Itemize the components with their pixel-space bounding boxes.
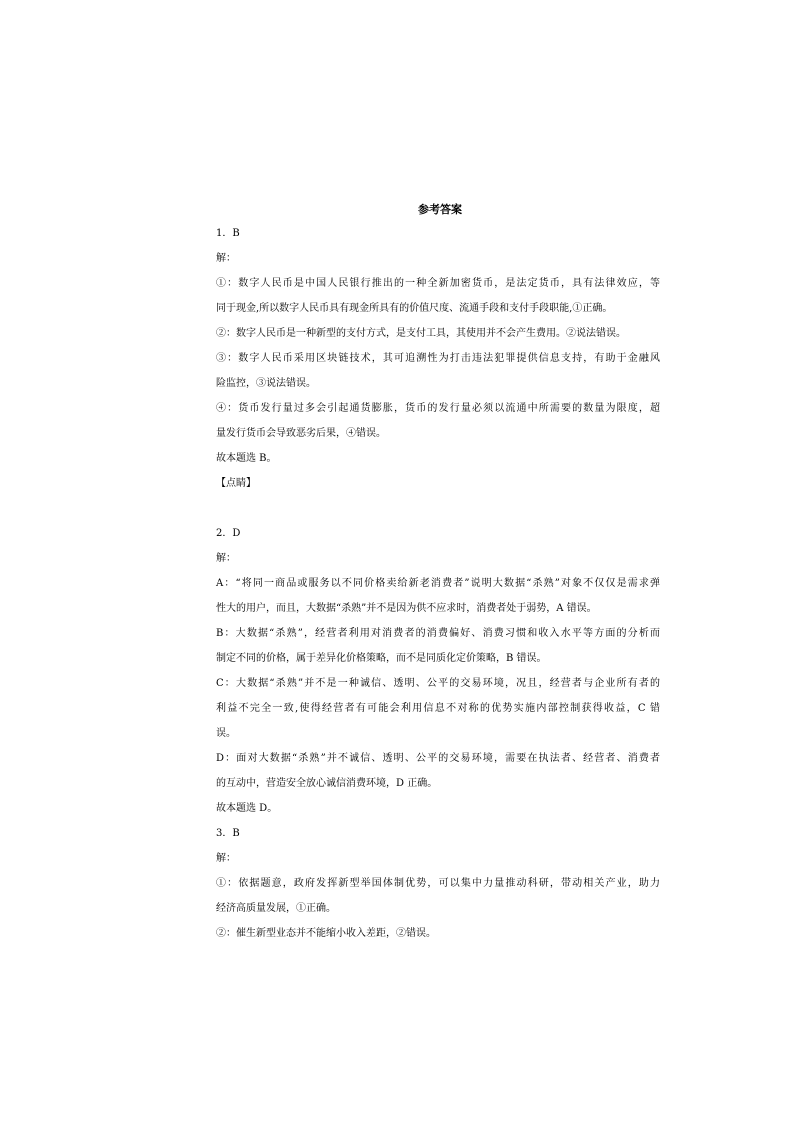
page-title: 参考答案 — [418, 203, 462, 216]
q1-item2-line1: ②：数字人民币是一种新型的支付方式，是支付工具，其使用并不会产生费用。②说法错误。 — [216, 328, 626, 339]
q1-item4-line1: ④：货币发行量过多会引起通货膨胀，货币的发行量必须以流通中所需要的数量为限度，超 — [216, 403, 660, 414]
q3-solution-label: 解： — [216, 853, 236, 864]
q1-item3-line2: 险监控，③说法错误。 — [216, 378, 316, 389]
q1-dianjing-heading: 【点睛】 — [216, 478, 256, 489]
q2-option-d-line1: D：面对大数据“杀熟”并不诚信、透明、公平的交易环境，需要在执法者、经营者、消费者 — [216, 753, 660, 764]
q2-option-c-line2: 利益不完全一致,使得经营者有可能会利用信息不对称的优势实施内部控制获得收益，C 错 — [216, 703, 660, 714]
q2-option-d-line2: 的互动中，营造安全放心诚信消费环境，D 正确。 — [216, 778, 438, 789]
q1-conclusion: 故本题选 B。 — [216, 453, 277, 464]
q2-option-b-line1: B：大数据“杀熟”，经营者利用对消费者的消费偏好、消费习惯和收入水平等方面的分析而 — [216, 628, 660, 639]
q1-solution-label: 解： — [216, 253, 236, 264]
q2-option-a-line2: 性大的用户，而且，大数据“杀熟”并不是因为供不应求时，消费者处于弱势，A 错误。 — [216, 603, 597, 614]
q2-solution-label: 解： — [216, 553, 236, 564]
q3-answer: 3．B — [216, 828, 240, 839]
q3-item1-line2: 经济高质量发展，①正确。 — [216, 903, 336, 914]
q3-item1-line1: ①：依据题意，政府发挥新型举国体制优势，可以集中力量推动科研，带动相关产业，助力 — [216, 878, 660, 889]
spacer — [216, 496, 660, 521]
q1-answer: 1．B — [216, 228, 240, 239]
q2-answer: 2．D — [216, 528, 241, 539]
q2-option-b-line2: 制定不同的价格，属于差异化价格策略，而不是同质化定价策略，B 错误。 — [216, 653, 547, 664]
q3-item2-line1: ②：催生新型业态并不能缩小收入差距，②错误。 — [216, 928, 436, 939]
q1-item4-line2: 量发行货币会导致恶劣后果，④错误。 — [216, 428, 386, 439]
q2-option-c-line3: 误。 — [216, 728, 236, 739]
q1-item1-line1: ①：数字人民币是中国人民银行推出的一种全新加密货币，是法定货币，具有法律效应，等 — [216, 278, 660, 289]
q1-item1-line2: 同于现金,所以数字人民币具有现金所具有的价值尺度、流通手段和支付手段职能,①正确。 — [216, 303, 613, 314]
q2-conclusion: 故本题选 D。 — [216, 803, 278, 814]
q1-item3-line1: ③：数字人民币采用区块链技术，其可追溯性为打击违法犯罪提供信息支持，有助于金融风 — [216, 353, 660, 364]
answer-content — [216, 221, 660, 946]
q2-option-c-line1: C：大数据“杀熟”并不是一种诚信、透明、公平的交易环境，况且，经营者与企业所有者的 — [216, 678, 660, 689]
q2-option-a-line1: A：“将同一商品或服务以不同价格卖给新老消费者”说明大数据“杀熟”对象不仅仅是需求弹 — [216, 578, 660, 589]
